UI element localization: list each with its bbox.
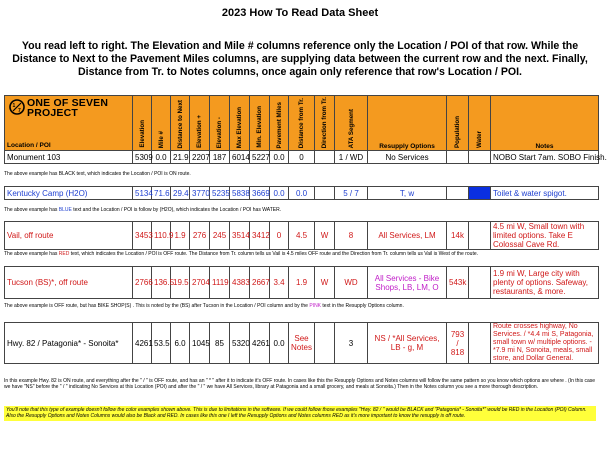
header-pavement: Pavement Miles (270, 96, 289, 151)
cell-elev-minus: 245 (210, 222, 230, 250)
cell-water (469, 151, 491, 164)
cell-notes: 1.9 mi W, Large city with plenty of options. Safeway, restaurants, & more. (491, 267, 599, 299)
cell-pavement: 0.0 (270, 323, 289, 364)
cell-population: 14k (447, 222, 469, 250)
cell-elev-plus: 3770 (190, 187, 210, 200)
table-row (4, 266, 599, 299)
cell-location: Tucson (BS)*, off route (5, 267, 133, 299)
header-min-elev: Min. Elevation (250, 96, 270, 151)
header-location: Location / POI (7, 142, 51, 149)
cell-dir-tr (315, 187, 335, 200)
cell-population (447, 187, 469, 200)
cell-max-elev: 4383 (230, 267, 250, 299)
cell-water (469, 267, 491, 299)
cell-dist-next: 21.9 (171, 151, 190, 164)
cell-elev-minus: 1119 (210, 267, 230, 299)
cell-notes: 4.5 mi W, Small town with limited options. Take E Colossal Cave Rd. (491, 222, 599, 250)
cell-min-elev: 5227 (250, 151, 270, 164)
cell-min-elev: 2667 (250, 267, 270, 299)
cell-dir-tr: W (315, 267, 335, 299)
cell-max-elev: 5320 (230, 323, 250, 364)
cell-dist-tr: 1.9 (289, 267, 315, 299)
cell-elevation: 2766 (133, 267, 152, 299)
header-notes: Notes (491, 96, 599, 151)
cell-ata: 5 / 7 (335, 187, 368, 200)
cell-elev-plus: 1045 (190, 323, 210, 364)
cell-resupply: All Services - Bike Shops, LB, LM, O (368, 267, 447, 299)
cell-dist-next: 29.4 (171, 187, 190, 200)
cell-min-elev: 3669 (250, 187, 270, 200)
cell-population: 543k (447, 267, 469, 299)
cell-location: Monument 103 (5, 151, 133, 164)
header-elev-plus: Elevation + (190, 96, 210, 151)
table-row (4, 150, 607, 164)
header-elev-minus: Elevation - (210, 96, 230, 151)
cell-dist-tr: 0 (289, 151, 315, 164)
note-pink: The above example is OFF route, but has BIKE SHOP(S) . This is noted by the (BS) after Tucson in the Location / POI column and by the PINK text in the Resupply Options column. (4, 303, 404, 309)
header-mile: Mile # (152, 96, 171, 151)
cell-notes: Route crosses highway, No Services. / *4.4 mi S, Patagonia, small town w/ multiple options. - *7.9 mi N, Sonoita, meals, small store, and Dollar General. (491, 323, 599, 364)
cell-dist-tr: 0.0 (289, 187, 315, 200)
cell-ata: WD (335, 267, 368, 299)
cell-dir-tr (315, 151, 335, 164)
cell-resupply: T, w (368, 187, 447, 200)
logo-cell (5, 96, 133, 151)
cell-mile: 71.6 (152, 187, 171, 200)
cell-resupply: No Services (368, 151, 447, 164)
header-elevation: Elevation (133, 96, 152, 151)
cell-water-marker (469, 187, 491, 200)
cell-population: 793 / 818 (447, 323, 469, 364)
cell-dist-tr: 4.5 (289, 222, 315, 250)
cell-elev-minus: 85 (210, 323, 230, 364)
cell-ata: 8 (335, 222, 368, 250)
note-blue: The above example has BLUE text and the Location / POI is follow by (H2O), which indicates the Location / POI has WATER. (4, 207, 282, 213)
header-population: Population (447, 96, 469, 151)
cell-elev-plus: 276 (190, 222, 210, 250)
cell-location: Kentucky Camp (H2O) (5, 187, 133, 200)
cell-pavement: 0 (270, 222, 289, 250)
cell-resupply: All Services, LM (368, 222, 447, 250)
cell-elevation: 5134 (133, 187, 152, 200)
table-row (4, 221, 599, 250)
intro-paragraph: You read left to right. The Elevation and Mile # columns reference only the Location / POI of that row. While the Distance to Next to the Pavement Miles columns, are supplying data between the current row and the next. Finally, Distance from Tr. to Notes columns, once again only reference that row's Location / POI. (12, 40, 588, 78)
note-black: The above example has BLACK text, which indicates the Location / POI is ON route. (4, 171, 191, 177)
header-ata: ATA Segment (335, 96, 368, 151)
logo-text: ONE OF SEVEN PROJECT (27, 97, 109, 119)
page-title: 2023 How To Read Data Sheet (221, 7, 379, 19)
note-mixed: In this example Hwy. 82 is ON route, and everything after the " / " is OFF route, and has an " * " after it to indicate it's OFF route. In cases like this the Resupply Options and Notes columns will follow the same pattern so you know which options are where . (In this case we have "NS" before the " / " indicating No Services at this Location (POI) and after the " / " we have All Services, library at Patagonia and a small grocery, and meals at Sonoita.) Then in the Notes column you see a more thorough description. (4, 378, 596, 390)
cell-dir-tr: W (315, 222, 335, 250)
cell-ata: 3 (335, 323, 368, 364)
cell-elevation: 3453 (133, 222, 152, 250)
cell-elevation: 4261 (133, 323, 152, 364)
header-table (4, 95, 599, 151)
cell-dist-next: 1.9 (171, 222, 190, 250)
cell-dir-tr (315, 323, 335, 364)
cell-notes: NOBO Start 7am. SOBO Finish. (491, 151, 599, 164)
header-dir-tr: Direction from Tr. (315, 96, 335, 151)
table-row (4, 322, 599, 364)
cell-mile: 0.0 (152, 151, 171, 164)
cell-pavement: 0.0 (270, 187, 289, 200)
cell-resupply: NS / *All Services, LB - g, M (368, 323, 447, 364)
cell-mile: 110.9 (152, 222, 171, 250)
one-of-seven-logo-icon (9, 99, 25, 115)
cell-population (447, 151, 469, 164)
cell-mile: 136.5 (152, 267, 171, 299)
cell-pavement: 0.0 (270, 151, 289, 164)
cell-ata: 1 / WD (335, 151, 368, 164)
cell-elev-plus: 2704 (190, 267, 210, 299)
cell-elev-minus: 5235 (210, 187, 230, 200)
cell-elev-plus: 2207 (190, 151, 210, 164)
note-red: The above example has RED text, which indicates the Location / POI is OFF route. The Distance from Tr. column tells us Vail is 4.5 miles OFF route and the Direction from Tr. column tells us Vail is West of the route. (4, 251, 479, 257)
cell-elev-minus: 187 (210, 151, 230, 164)
cell-dist-tr: See Notes (289, 323, 315, 364)
cell-max-elev: 5838 (230, 187, 250, 200)
cell-mile: 53.5 (152, 323, 171, 364)
header-dist-tr: Distance from Tr. (289, 96, 315, 151)
cell-location: Vail, off route (5, 222, 133, 250)
cell-water (469, 323, 491, 364)
cell-min-elev: 3412 (250, 222, 270, 250)
highlight-note: You'll note that this type of example doesn't follow the color examples shown above. This is due to limitations in the software. If we could follow those examples "Hwy. 82 / " would be BLACK and "Patagonia* - Sonoita*" would be RED in the Location (POI) Column. Also the Resupply Options and Notes Columns would also be Black and RED. In cases like this one I left the Resupply Options and Notes columns RED as it's more important to know the resupply is off route. (4, 406, 596, 421)
header-dist-next: Distance to Next (171, 96, 190, 151)
cell-notes: Toilet & water spigot. (491, 187, 599, 200)
header-resupply: Resupply Options (368, 96, 447, 151)
cell-max-elev: 6014 (230, 151, 250, 164)
cell-min-elev: 4261 (250, 323, 270, 364)
cell-elevation: 5309 (133, 151, 152, 164)
header-water: Water (469, 96, 491, 151)
cell-dist-next: 6.0 (171, 323, 190, 364)
cell-max-elev: 3514 (230, 222, 250, 250)
cell-water (469, 222, 491, 250)
cell-pavement: 3.4 (270, 267, 289, 299)
header-max-elev: Max Elevation (230, 96, 250, 151)
table-row (4, 186, 599, 200)
cell-location: Hwy. 82 / Patagonia* - Sonoita* (5, 323, 133, 364)
svg-text:7: 7 (18, 108, 21, 114)
svg-text:1: 1 (12, 103, 16, 109)
cell-dist-next: 19.5 (171, 267, 190, 299)
